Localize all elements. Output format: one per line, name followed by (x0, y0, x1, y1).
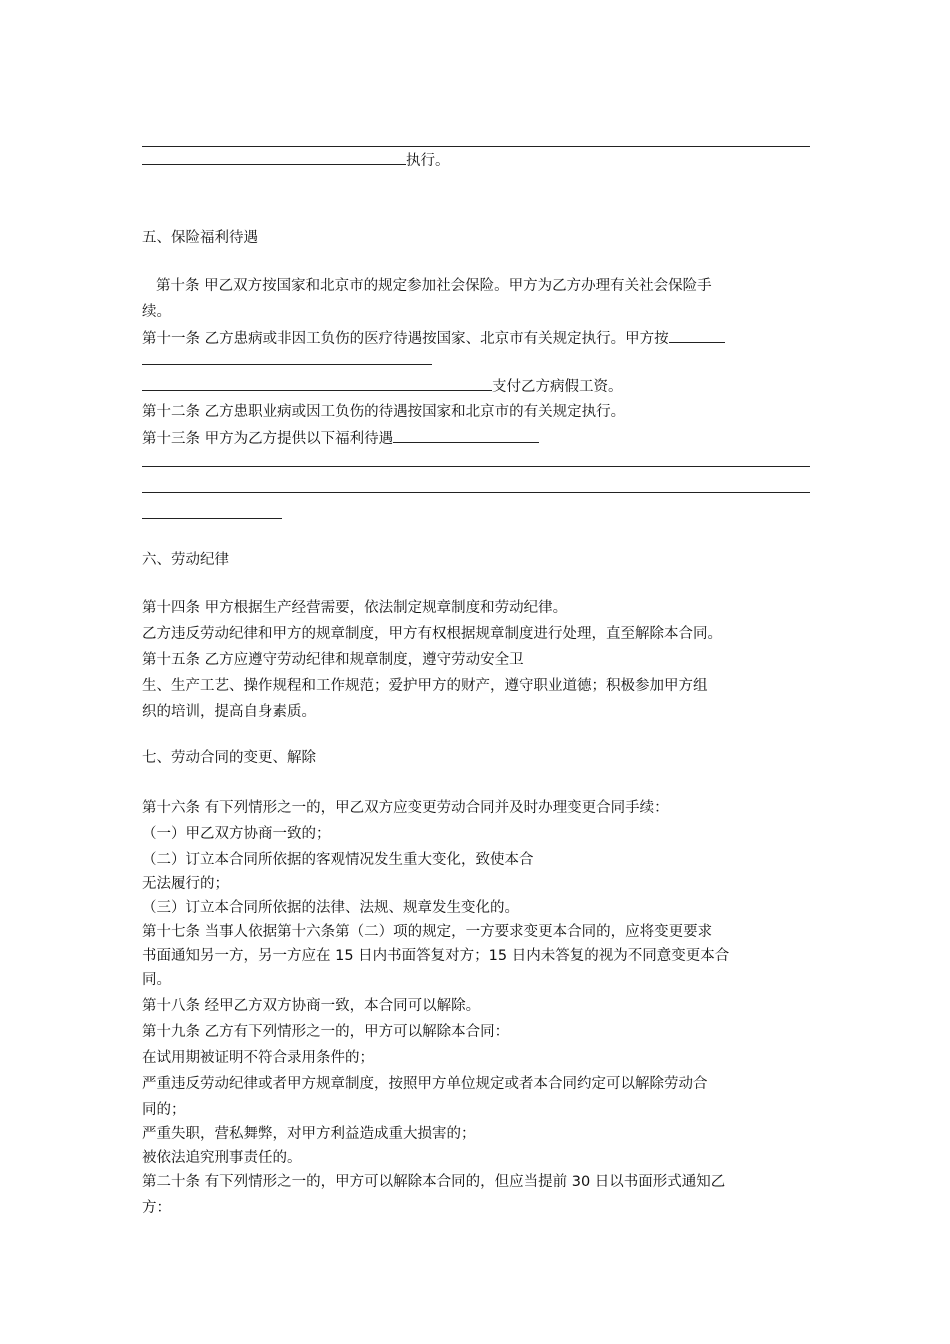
article-16-item-1: （一）甲乙双方协商一致的； (142, 826, 331, 842)
article-17: 第十七条 当事人依据第十六条第（二）项的规定，一方要求变更本合同的，应将变更要求 (142, 924, 713, 940)
article-17-cont: 同。 (142, 972, 171, 988)
article-9-tail (142, 150, 812, 171)
blank-line (142, 350, 812, 371)
article-10: 第十条 甲乙双方按国家和北京市的规定参加社会保险。甲方为乙方办理有关社会保险手 (156, 278, 712, 294)
article-11-text: 第十一条 乙方患病或非因工负伤的医疗待遇按国家、北京市有关规定执行。甲方按 (142, 331, 669, 347)
blank-line (142, 478, 812, 499)
article-10-cont: 续。 (142, 304, 171, 320)
article-20-cont: 方： (142, 1200, 171, 1216)
article-16-item-2-cont: 无法履行的； (142, 876, 229, 892)
article-20: 第二十条 有下列情形之一的，甲方可以解除本合同的，但应当提前 30 日以书面形式通知乙 (142, 1174, 726, 1190)
article-19-item-3: 严重失职，营私舞弊，对甲方利益造成重大损害的； (142, 1126, 476, 1142)
article-9-tail-text: 执行。 (406, 153, 450, 169)
article-19-item-2: 严重违反劳动纪律或者甲方规章制度，按照甲方单位规定或者本合同约定可以解除劳动合 (142, 1076, 708, 1092)
blank-line (142, 452, 812, 473)
article-11-tail (142, 376, 812, 397)
section-6-title: 六、劳动纪律 (142, 552, 229, 568)
article-16-item-2: （二）订立本合同所依据的客观情况发生重大变化，致使本合 (142, 852, 534, 868)
article-17-cont: 书面通知另一方，另一方应在 15 日内书面答复对方；15 日内未答复的视为不同意变更本合 (142, 948, 730, 964)
article-14: 第十四条 甲方根据生产经营需要，依法制定规章制度和劳动纪律。 (142, 600, 568, 616)
article-19-item-1: 在试用期被证明不符合录用条件的； (142, 1050, 374, 1066)
article-15: 第十五条 乙方应遵守劳动纪律和规章制度，遵守劳动安全卫 (142, 652, 524, 668)
blank-line (142, 504, 812, 525)
article-11 (142, 328, 812, 349)
article-14-cont: 乙方违反劳动纪律和甲方的规章制度，甲方有权根据规章制度进行处理，直至解除本合同。 (142, 626, 722, 642)
section-5-title: 五、保险福利待遇 (142, 230, 258, 246)
article-18: 第十八条 经甲乙方双方协商一致，本合同可以解除。 (142, 998, 481, 1014)
section-7-title: 七、劳动合同的变更、解除 (142, 750, 316, 766)
article-15-cont: 生、生产工艺、操作规程和工作规范；爱护甲方的财产，遵守职业道德；积极参加甲方组 (142, 678, 708, 694)
article-11-tail-text: 支付乙方病假工资。 (492, 379, 623, 395)
article-13-text: 第十三条 甲方为乙方提供以下福利待遇 (142, 431, 394, 447)
article-16-item-3: （三）订立本合同所依据的法律、法规、规章发生变化的。 (142, 900, 519, 916)
article-15-cont: 织的培训，提高自身素质。 (142, 704, 316, 720)
article-19-item-4: 被依法追究刑事责任的。 (142, 1150, 302, 1166)
article-12: 第十二条 乙方患职业病或因工负伤的待遇按国家和北京市的有关规定执行。 (142, 404, 626, 420)
article-16: 第十六条 有下列情形之一的，甲乙双方应变更劳动合同并及时办理变更合同手续： (142, 800, 669, 816)
article-13 (142, 428, 812, 449)
article-19: 第十九条 乙方有下列情形之一的，甲方可以解除本合同： (142, 1024, 510, 1040)
article-19-item-2-cont: 同的； (142, 1102, 186, 1118)
